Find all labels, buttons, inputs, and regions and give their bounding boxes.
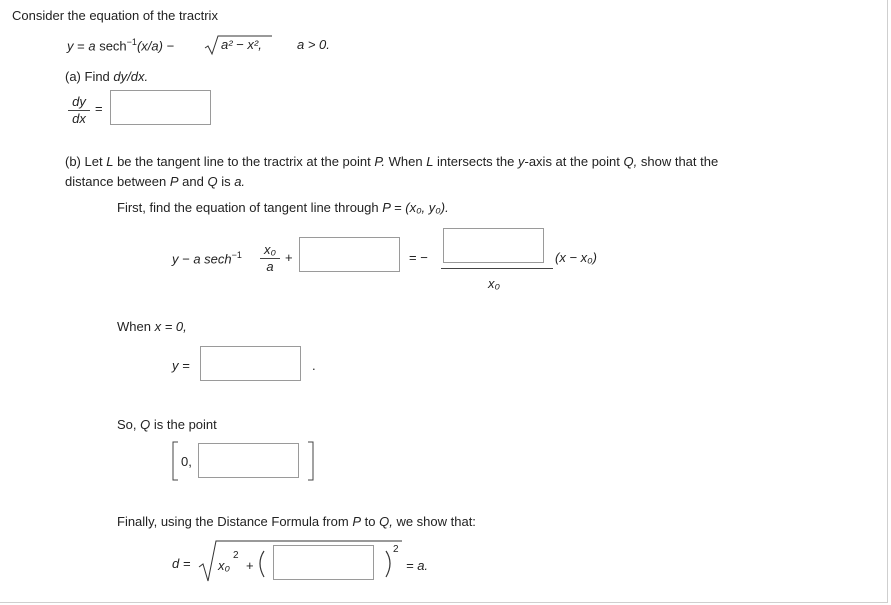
dydx-numerator: dy: [72, 94, 86, 109]
when-line: [117, 319, 187, 334]
distance-term-input[interactable]: [273, 545, 374, 580]
eq-a: a: [88, 38, 96, 54]
pb-text-8: and: [182, 174, 204, 189]
tangent-plus: +: [285, 250, 293, 265]
first-find-line: [117, 200, 449, 215]
pb-a: a.: [234, 174, 246, 189]
pb-text-2: be the tangent line to the tractrix at the point: [117, 154, 371, 169]
point-Q-input[interactable]: [198, 443, 299, 478]
y-intercept-input[interactable]: [200, 346, 301, 381]
pb-L2: L: [426, 154, 434, 169]
pb-text-7: distance between: [65, 174, 167, 189]
finally-to: to: [364, 514, 376, 529]
pb-text-1: (b) Let: [65, 154, 103, 169]
pb-text-9: is: [221, 174, 231, 189]
pb-L: L: [106, 154, 114, 169]
tangent-factor: (x − x₀): [555, 250, 597, 265]
tangent-denominator: x₀: [488, 276, 500, 291]
tangent-main-fraction-bar: [441, 268, 553, 269]
x0-exponent: 2: [233, 550, 239, 561]
eq-y: y: [67, 38, 74, 54]
y-equals: y =: [172, 358, 190, 373]
so-Q: Q: [140, 417, 151, 432]
so-text: So,: [117, 417, 137, 432]
so-rest-text: is the point: [153, 417, 217, 432]
finally-text-1: Finally, using the Distance Formula from: [117, 514, 349, 529]
finally-line: [117, 514, 476, 529]
pb-y: y: [518, 154, 525, 169]
part-b-line2: [65, 174, 245, 189]
tangent-eq-minus: = −: [409, 250, 428, 265]
dydx-denominator: dx: [72, 111, 86, 126]
tangent-lhs: [172, 250, 242, 266]
part-a-prompt: [65, 69, 148, 84]
left-bracket-icon: [170, 441, 180, 481]
finally-text-2: we show that:: [396, 514, 476, 529]
so-line: [117, 417, 217, 432]
distance-equals-a: = a.: [406, 558, 429, 573]
pb-text-4: intersects the: [437, 154, 515, 169]
finally-P: P: [352, 514, 361, 529]
eq-condition: a > 0.: [297, 37, 330, 52]
tractrix-equation: [67, 37, 174, 53]
pb-Q2: Q: [207, 174, 218, 189]
finally-Q: Q,: [379, 514, 393, 529]
part-a-derivative: dy/dx.: [113, 69, 149, 84]
x0-squared: [218, 558, 230, 573]
pb-P: P.: [374, 154, 385, 169]
eq-arg: (x/a): [136, 38, 163, 54]
d-equals: d =: [172, 556, 191, 571]
dydx-answer-input[interactable]: [110, 90, 211, 125]
x0-base: x₀: [218, 558, 230, 573]
distance-plus: +: [246, 558, 254, 573]
eq-inverse-sup: −1: [126, 37, 137, 47]
part-b-line1: [65, 154, 718, 169]
first-find-text: First, find the equation of tangent line through: [117, 200, 379, 215]
eq-equals: =: [77, 38, 85, 54]
tangent-numerator-input[interactable]: [443, 228, 544, 263]
pb-Q: Q,: [623, 154, 638, 169]
pb-text-6: show that the: [640, 154, 719, 169]
tangent-lhs-text: y − a sech: [172, 251, 232, 267]
tangent-lhs-input[interactable]: [299, 237, 400, 272]
eq-minus: −: [166, 38, 175, 54]
dydx-equals: =: [95, 101, 103, 116]
pb-P2: P: [169, 174, 179, 189]
eq-radicand: a² − x²,: [221, 37, 262, 52]
when-expr: x = 0,: [154, 319, 187, 334]
point-zero: 0,: [181, 454, 192, 469]
tangent-frac-num: x₀: [264, 242, 276, 257]
when-text: When: [117, 319, 151, 334]
part-a-label: (a) Find: [65, 69, 110, 84]
eq-sech: sech: [99, 38, 127, 54]
tangent-inverse-sup: −1: [231, 250, 242, 260]
tangent-frac-den: a: [266, 259, 274, 274]
y-period: .: [312, 358, 316, 373]
intro-text: Consider the equation of the tractrix: [12, 8, 218, 23]
right-bracket-icon: [306, 441, 316, 481]
pb-text-5: -axis at the point: [524, 154, 620, 169]
distance-exponent: 2: [393, 544, 399, 555]
pb-text-3: When: [388, 154, 423, 169]
point-P-expr: P = (x₀, y₀).: [382, 200, 449, 215]
